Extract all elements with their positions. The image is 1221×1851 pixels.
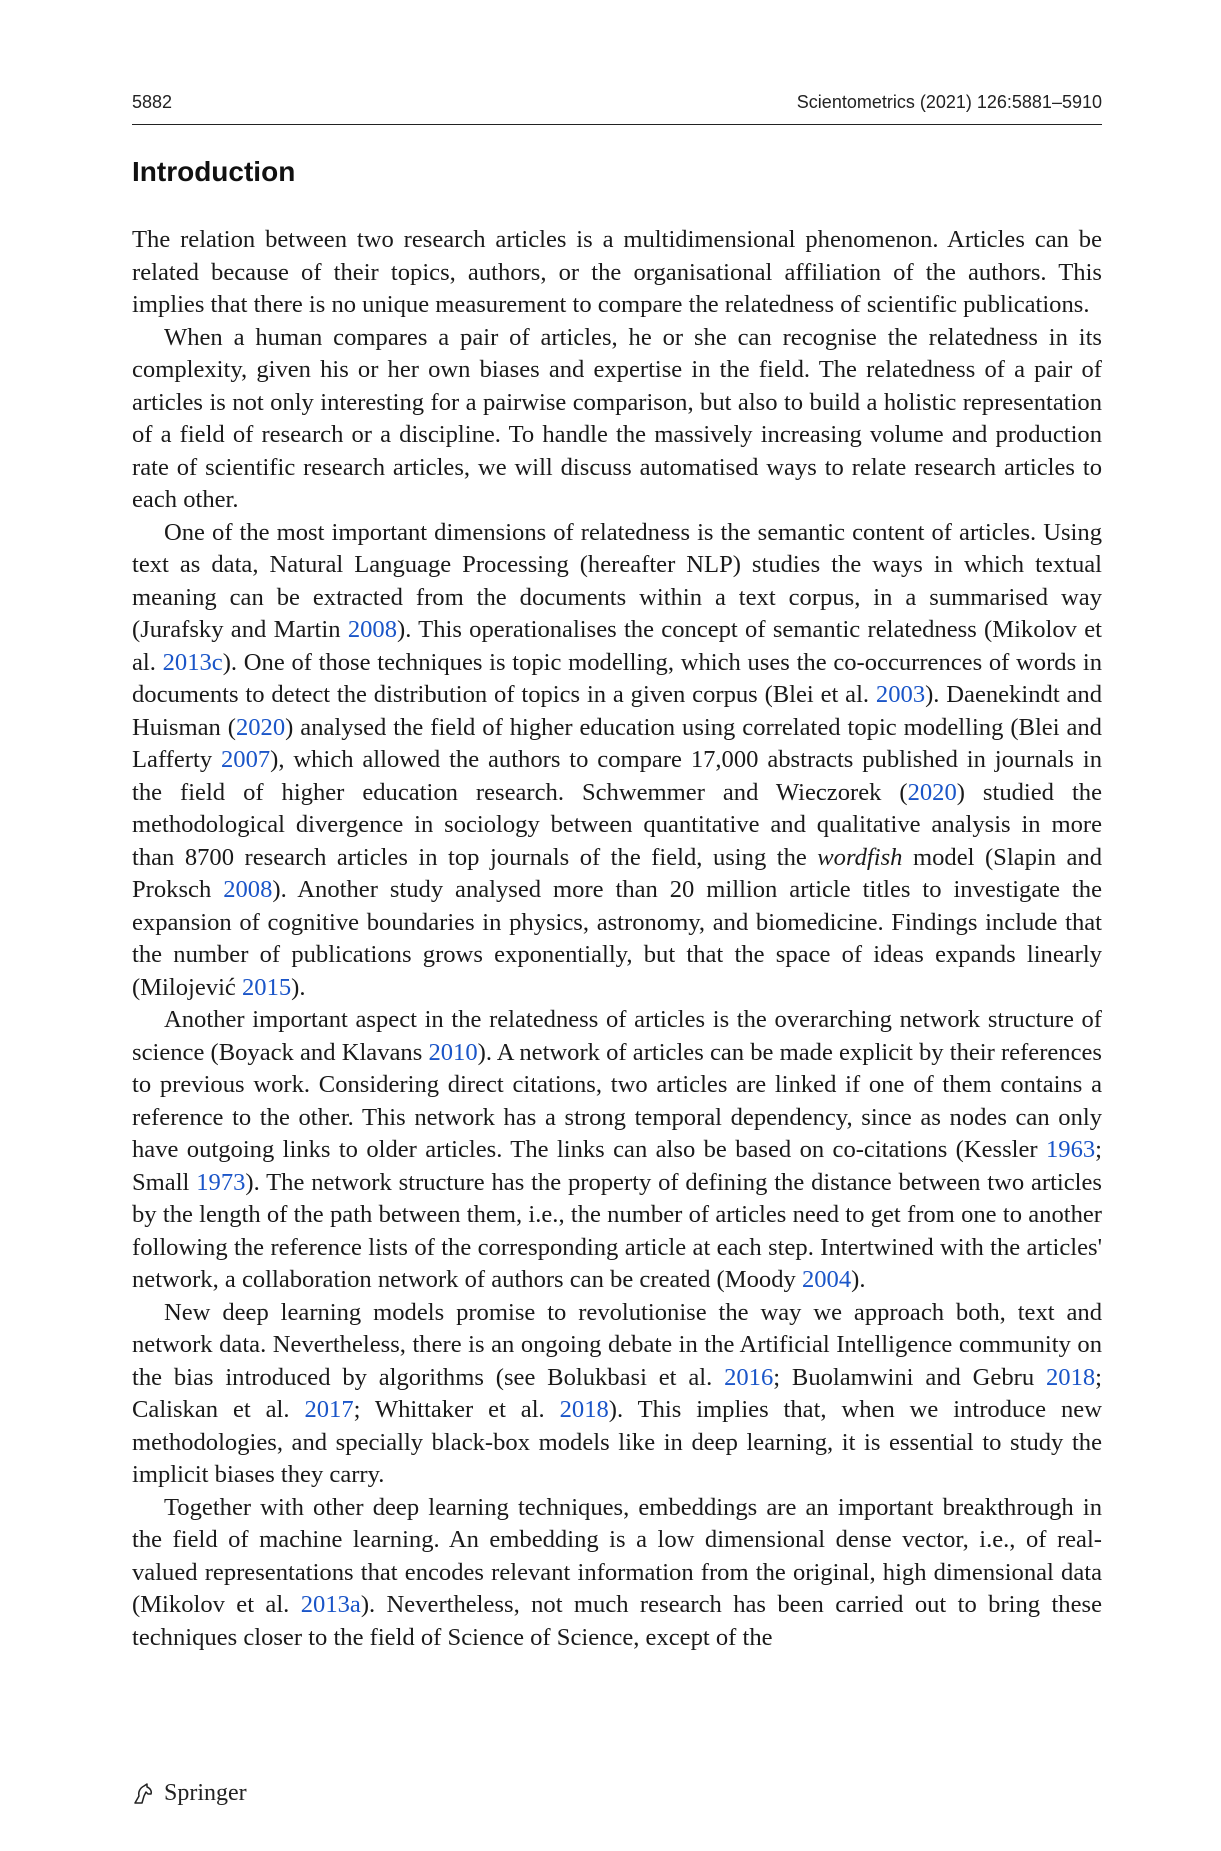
citation-link[interactable]: 2020	[235, 713, 286, 741]
paragraph	[132, 517, 1102, 1005]
citation-link[interactable]: 2015	[241, 973, 292, 1001]
text-run: ).	[291, 973, 306, 1001]
text-run: ). A network of articles can be made explicit by their references to previous work. Considering direct citations, two articles are linked if one of them contains a reference to the other. This network has a strong temporal dependency, since as nodes can only have outgoing links to older articles. The links can also be based on co-citations (Kessler	[132, 1038, 1102, 1163]
text-run: When a human compares a pair of articles, he or she can recognise the relatedness in its complexity, given his or her own biases and expertise in the field. The relatedness of a pair of articles is not only interesting for a pairwise comparison, but also to build a holistic representation of a field of research or a discipline. To handle the massively increasing volume and production rate of scientific research articles, we will discuss automatised ways to relate research articles to each other.	[132, 323, 1102, 513]
citation-link[interactable]: 2010	[428, 1038, 478, 1066]
citation-link[interactable]: 2013c	[162, 648, 223, 676]
citation-link[interactable]: 2008	[223, 876, 273, 903]
citation-link[interactable]: 2013a	[300, 1591, 361, 1618]
paragraph	[132, 224, 1102, 322]
body-text	[132, 224, 1102, 1654]
page-number: 5882	[132, 92, 173, 112]
text-run: ). This operationalises the concept of semantic relatedness (Mikolov et al.	[132, 616, 1102, 676]
publisher-name: Springer	[164, 1780, 247, 1806]
text-run: One of the most important dimensions of relatedness is the semantic content of articles. Using text as data, Natural Language Processing (hereafter NLP) studies the ways in which textual meaning can be extracted from the documents within a text corpus, in a summarised way (Jurafsky and Martin	[132, 518, 1102, 643]
text-run: ; Caliskan et al.	[132, 1363, 1102, 1423]
citation-link[interactable]: 1963	[1045, 1136, 1096, 1163]
text-run: ). This implies that, when we introduce new methodologies, and specially black-box models like in deep learning, it is essential to study the implicit biases they carry.	[132, 1396, 1102, 1488]
citation-link[interactable]: 2007	[220, 746, 271, 773]
text-run: ; Buolamwini and Gebru	[773, 1363, 1046, 1391]
text-run: ). One of those techniques is topic modelling, which uses the co-occurrences of words in documents to detect the distribution of topics in a given corpus (Blei et al.	[132, 648, 1103, 708]
text-run: ). Another study analysed more than 20 million article titles to investigate the expansion of cognitive boundaries in physics, astronomy, and biomedicine. Findings include that the number of publications grows exponentially, but that the space of ideas expands linearly (Milojević	[132, 876, 1102, 1001]
citation-link[interactable]: 2018	[559, 1396, 609, 1423]
text-run: ) studied the methodological divergence in sociology between quantitative and qualitative analysis in more than 8700 research articles in top journals of the field, using the	[132, 778, 1102, 871]
citation-link[interactable]: 2017	[304, 1396, 354, 1423]
emphasized-text: wordfish	[817, 843, 903, 871]
paragraph	[132, 322, 1102, 517]
citation-link[interactable]: 2003	[875, 681, 926, 708]
text-run: ). Nevertheless, not much research has been carried out to bring these techniques closer to the field of Science of Science, except of the	[132, 1591, 1102, 1651]
running-header	[132, 88, 1102, 125]
text-run: Another important aspect in the relatedness of articles is the overarching network structure of science (Boyack and Klavans	[132, 1006, 1102, 1066]
text-run: ), which allowed the authors to compare 17,000 abstracts published in journals in the field of higher education research. Schwemmer and Wieczorek (	[132, 746, 1102, 806]
citation-link[interactable]: 2018	[1045, 1363, 1096, 1391]
citation-link[interactable]: 2008	[347, 616, 397, 643]
springer-horse-icon	[132, 1782, 156, 1806]
text-run: ; Small	[132, 1136, 1102, 1196]
text-run: The relation between two research articles is a multidimensional phenomenon. Articles can be related because of their topics, authors, or the organisational affiliation of the authors. This implies that there is no unique measurement to compare the relatedness of scientific publications.	[132, 226, 1102, 318]
text-run: ).	[851, 1266, 866, 1293]
text-run: New deep learning models promise to revolutionise the way we approach both, text and network data. Nevertheless, there is an ongoing debate in the Artificial Intelligence community on the bias introduced by algorithms (see Bolukbasi et al.	[132, 1298, 1102, 1391]
citation-link[interactable]: 2004	[801, 1266, 852, 1293]
citation-link[interactable]: 1973	[196, 1168, 246, 1196]
paragraph	[132, 1004, 1102, 1297]
text-run: Together with other deep learning techniques, embeddings are an important breakthrough in the field of machine learning. An embedding is a low dimensional dense vector, i.e., of real-valued representations that encodes relevant information from the original, high dimensional data (Mikolov et al.	[132, 1493, 1102, 1618]
text-run: model (Slapin and Proksch	[132, 843, 1102, 903]
citation-link[interactable]: 2016	[724, 1363, 774, 1391]
section-title: Introduction	[132, 156, 296, 187]
paragraph	[132, 1297, 1102, 1492]
text-run: ). Daenekindt and Huisman (	[132, 681, 1102, 741]
text-run: ). The network structure has the property of defining the distance between two articles by the length of the path between them, i.e., the number of articles need to get from one to another following the reference lists of the corresponding article at each step. Intertwined with the articles' network, a collaboration network of authors can be created (Moody	[132, 1168, 1102, 1293]
journal-citation: Scientometrics (2021) 126:5881–5910	[796, 92, 1102, 112]
text-run: ) analysed the field of higher education using correlated topic modelling (Blei and Lafferty	[132, 713, 1102, 773]
text-run: ; Whittaker et al.	[353, 1396, 560, 1423]
paragraph	[132, 1492, 1102, 1655]
citation-link[interactable]: 2020	[907, 778, 957, 806]
